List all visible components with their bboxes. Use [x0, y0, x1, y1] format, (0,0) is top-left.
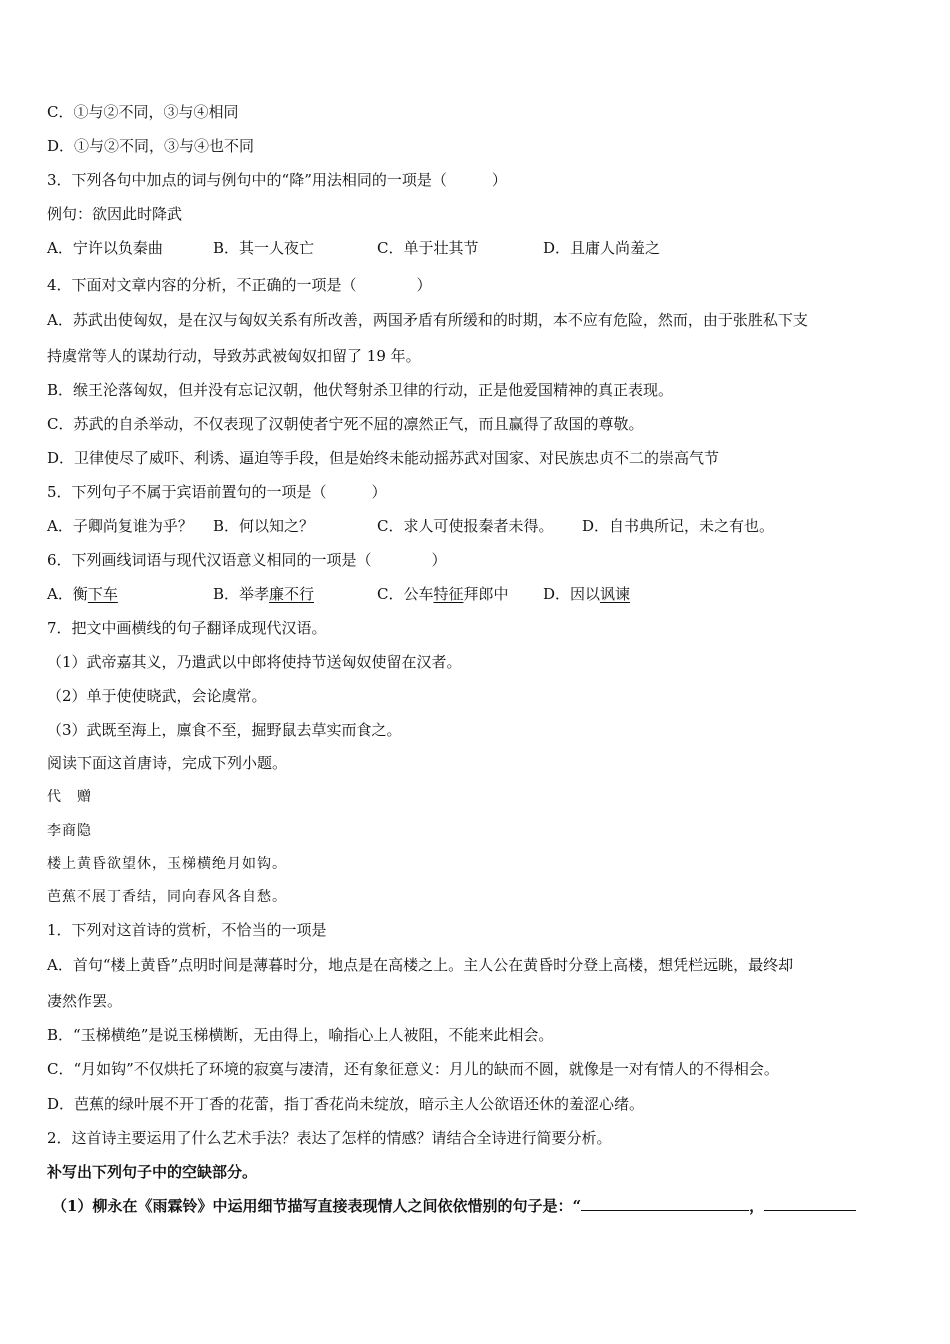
question-4-option-b: B．缑王沦落匈奴，但并没有忘记汉朝，他伏弩射杀卫律的行动，正是他爱国精神的真正表现。: [47, 381, 674, 399]
question-3-option-b: B．其一人夜亡: [213, 239, 315, 257]
poem-question-1: 1．下列对这首诗的赏析，不恰当的一项是: [47, 921, 327, 939]
option-c-suffix: 拜郎中: [463, 585, 509, 603]
poem-intro: 阅读下面这首唐诗，完成下列小题。: [47, 754, 288, 772]
poem-question-1-option-a-line2: 凄然作罢。: [47, 992, 123, 1010]
question-6-option-a: [47, 584, 118, 604]
option-d-previous: D．①与②不同，③与④也不同: [47, 137, 255, 155]
option-c-prefix: C．公车: [377, 585, 434, 603]
question-5-option-b: B．何以知之？: [213, 517, 315, 535]
answer-blank-1[interactable]: [581, 1196, 749, 1211]
question-3-option-d: D．且庸人尚羞之: [543, 239, 661, 257]
question-6-option-b: [213, 584, 314, 604]
question-4: 4．下面对文章内容的分析，不正确的一项是（ ）: [47, 276, 432, 294]
question-3: 3．下列各句中加点的词与例句中的“降”用法相同的一项是（ ）: [47, 171, 507, 189]
option-a-underlined: 下车: [87, 585, 118, 603]
option-c-underlined: 特征: [433, 585, 464, 603]
option-c-previous: C．①与②不同，③与④相同: [47, 103, 239, 121]
question-4-option-a-line2: 持虞常等人的谋劫行动，导致苏武被匈奴扣留了 19 年。: [47, 347, 421, 365]
poem-question-1-option-b: B．“玉梯横绝”是说玉梯横断，无由得上，喻指心上人被阻，不能来此相会。: [47, 1026, 554, 1044]
question-7: 7．把文中画横线的句子翻译成现代汉语。: [47, 619, 327, 637]
question-3-example: 例句：欲因此时降武: [47, 205, 183, 223]
poem-question-2: 2．这首诗主要运用了什么艺术手法？表达了怎样的情感？请结合全诗进行简要分析。: [47, 1129, 612, 1147]
question-5: 5．下列句子不属于宾语前置句的一项是（ ）: [47, 483, 387, 501]
question-7-item-2: （2）单于使使晓武，会论虞常。: [47, 687, 267, 705]
question-7-item-3: （3）武既至海上，廪食不至，掘野鼠去草实而食之。: [47, 721, 402, 739]
question-5-option-a: A．子卿尚复谁为乎？: [47, 517, 193, 535]
question-7-item-1: （1）武帝嘉其义，乃遣武以中郎将使持节送匈奴使留在汉者。: [47, 653, 462, 671]
poem-question-1-option-d: D．芭蕉的绿叶展不开丁香的花蕾，指丁香花尚未绽放，暗示主人公欲语还休的羞涩心绪。: [47, 1095, 645, 1113]
fill-in-item-1: [52, 1196, 856, 1216]
question-3-option-c: C．单于壮其节: [377, 239, 479, 257]
question-6: 6．下列画线词语与现代汉语意义相同的一项是（ ）: [47, 551, 447, 569]
question-4-option-a-line1: A．苏武出使匈奴，是在汉与匈奴关系有所改善，两国矛盾有所缓和的时期，本不应有危险，然而，由于张胜私下支: [47, 311, 808, 329]
poem-line-2: 芭蕉不展丁香结，同向春风各自愁。: [47, 889, 287, 905]
poem-title: 代 赠: [47, 789, 92, 805]
fill-in-item-1-text: （1）柳永在《雨霖铃》中运用细节描写直接表现情人之间依依惜别的句子是：“: [52, 1197, 582, 1215]
poem-question-1-option-a-line1: A．首句“楼上黄昏”点明时间是薄暮时分，地点是在高楼之上。主人公在黄昏时分登上高楼，想凭栏远眺，最终却: [47, 956, 794, 974]
option-b-prefix: B．举孝: [213, 585, 270, 603]
poem-question-1-option-c: C．“月如钩”不仅烘托了环境的寂寞与凄清，还有象征意义：月儿的缺而不圆，就像是一对有情人的不得相会。: [47, 1060, 779, 1078]
option-d-prefix: D．因以: [543, 585, 601, 603]
poem-line-1: 楼上黄昏欲望休，玉梯横绝月如钩。: [47, 856, 287, 872]
answer-blank-2[interactable]: [764, 1196, 856, 1211]
poem-author: 李商隐: [47, 823, 92, 839]
question-5-option-c: C．求人可使报秦者未得。: [377, 517, 554, 535]
question-5-option-d: D．自书典所记，未之有也。: [582, 517, 775, 535]
question-4-option-c: C．苏武的自杀举动，不仅表现了汉朝使者宁死不屈的凛然正气，而且赢得了敌国的尊敬。: [47, 415, 644, 433]
fill-in-section-title: 补写出下列句子中的空缺部分。: [47, 1163, 258, 1181]
question-6-option-d: [543, 584, 630, 604]
option-b-underlined: 廉不行: [269, 585, 315, 603]
option-a-prefix: A．衡: [47, 585, 88, 603]
question-4-option-d: D．卫律使尽了威吓、利诱、逼迫等手段，但是始终未能动摇苏武对国家、对民族忠贞不二的崇高气节: [47, 449, 720, 467]
question-3-option-a: A．宁许以负秦曲: [47, 239, 163, 257]
fill-in-comma: ，: [749, 1197, 765, 1215]
question-6-option-c: [377, 584, 509, 604]
option-d-underlined: 讽谏: [600, 585, 631, 603]
